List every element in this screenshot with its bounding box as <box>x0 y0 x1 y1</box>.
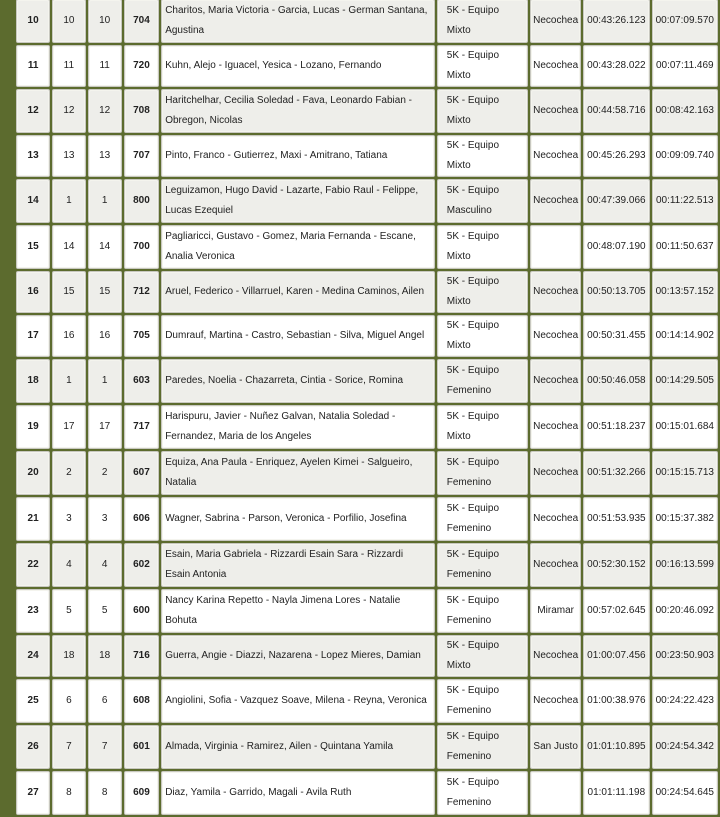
team-members-cell: Pagliaricci, Gustavo - Gomez, Maria Fernanda - Escane, Analia Veronica <box>161 225 435 269</box>
position-cell: 21 <box>16 497 50 541</box>
category-cell: 5K - Equipo Mixto <box>437 225 528 269</box>
position-cell: 24 <box>16 635 50 677</box>
finish-time-cell: 00:43:28.022 <box>583 45 649 87</box>
category-cell: 5K - Equipo Femenino <box>437 451 528 495</box>
table-row <box>16 725 718 769</box>
gender-position-cell: 6 <box>88 679 122 723</box>
time-gap-cell: 00:14:29.505 <box>652 359 718 403</box>
team-members-cell: Equiza, Ana Paula - Enriquez, Ayelen Kimei - Salgueiro, Natalia <box>161 451 435 495</box>
position-cell: 15 <box>16 225 50 269</box>
category-cell: 5K - Equipo Mixto <box>437 635 528 677</box>
finish-time-cell: 00:44:58.716 <box>583 89 649 133</box>
category-position-cell: 18 <box>52 635 85 677</box>
category-position-cell: 6 <box>52 679 85 723</box>
category-cell: 5K - Equipo Mixto <box>437 271 528 313</box>
table-row <box>16 135 718 177</box>
table-row <box>16 635 718 677</box>
team-members-cell: Angiolini, Sofia - Vazquez Soave, Milena - Reyna, Veronica <box>161 679 435 723</box>
city-cell: Necochea <box>530 359 581 403</box>
team-members-cell: Dumrauf, Martina - Castro, Sebastian - Silva, Miguel Angel <box>161 315 435 357</box>
city-cell: Necochea <box>530 271 581 313</box>
gender-position-cell: 5 <box>88 589 122 633</box>
time-gap-cell: 00:13:57.152 <box>652 271 718 313</box>
team-members-cell: Kuhn, Alejo - Iguacel, Yesica - Lozano, Fernando <box>161 45 435 87</box>
gender-position-cell: 1 <box>88 179 122 223</box>
category-position-cell: 5 <box>52 589 85 633</box>
bib-number-cell: 700 <box>124 225 159 269</box>
table-row <box>16 89 718 133</box>
team-members-cell: Paredes, Noelia - Chazarreta, Cintia - Sorice, Romina <box>161 359 435 403</box>
table-row <box>16 589 718 633</box>
finish-time-cell: 00:52:30.152 <box>583 543 649 587</box>
city-cell: Necochea <box>530 0 581 43</box>
city-cell: Necochea <box>530 179 581 223</box>
position-cell: 26 <box>16 725 50 769</box>
gender-position-cell: 10 <box>88 0 122 43</box>
time-gap-cell: 00:11:50.637 <box>652 225 718 269</box>
category-position-cell: 15 <box>52 271 85 313</box>
time-gap-cell: 00:07:09.570 <box>652 0 718 43</box>
category-position-cell: 10 <box>52 0 85 43</box>
category-position-cell: 4 <box>52 543 85 587</box>
team-members-cell: Diaz, Yamila - Garrido, Magali - Avila Ruth <box>161 771 435 815</box>
position-cell: 16 <box>16 271 50 313</box>
city-cell <box>530 225 581 269</box>
bib-number-cell: 705 <box>124 315 159 357</box>
position-cell: 11 <box>16 45 50 87</box>
time-gap-cell: 00:23:50.903 <box>652 635 718 677</box>
category-cell: 5K - Equipo Mixto <box>437 45 528 87</box>
city-cell: San Justo <box>530 725 581 769</box>
bib-number-cell: 601 <box>124 725 159 769</box>
finish-time-cell: 01:00:38.976 <box>583 679 649 723</box>
time-gap-cell: 00:15:01.684 <box>652 405 718 449</box>
time-gap-cell: 00:14:14.902 <box>652 315 718 357</box>
city-cell: Miramar <box>530 589 581 633</box>
category-cell: 5K - Equipo Mixto <box>437 0 528 43</box>
gender-position-cell: 7 <box>88 725 122 769</box>
category-cell: 5K - Equipo Femenino <box>437 497 528 541</box>
city-cell: Necochea <box>530 315 581 357</box>
position-cell: 27 <box>16 771 50 815</box>
category-position-cell: 1 <box>52 179 85 223</box>
category-position-cell: 13 <box>52 135 85 177</box>
time-gap-cell: 00:24:54.645 <box>652 771 718 815</box>
finish-time-cell: 01:00:07.456 <box>583 635 649 677</box>
category-cell: 5K - Equipo Femenino <box>437 589 528 633</box>
team-members-cell: Guerra, Angie - Diazzi, Nazarena - Lopez Mieres, Damian <box>161 635 435 677</box>
category-position-cell: 2 <box>52 451 85 495</box>
finish-time-cell: 00:50:31.455 <box>583 315 649 357</box>
table-row <box>16 271 718 313</box>
table-row <box>16 451 718 495</box>
time-gap-cell: 00:07:11.469 <box>652 45 718 87</box>
gender-position-cell: 11 <box>88 45 122 87</box>
category-position-cell: 11 <box>52 45 85 87</box>
bib-number-cell: 609 <box>124 771 159 815</box>
gender-position-cell: 16 <box>88 315 122 357</box>
finish-time-cell: 01:01:10.895 <box>583 725 649 769</box>
time-gap-cell: 00:09:09.740 <box>652 135 718 177</box>
category-position-cell: 8 <box>52 771 85 815</box>
bib-number-cell: 608 <box>124 679 159 723</box>
team-members-cell: Charitos, Maria Victoria - Garcia, Lucas - German Santana, Agustina <box>161 0 435 43</box>
finish-time-cell: 00:51:53.935 <box>583 497 649 541</box>
gender-position-cell: 2 <box>88 451 122 495</box>
bib-number-cell: 600 <box>124 589 159 633</box>
time-gap-cell: 00:20:46.092 <box>652 589 718 633</box>
finish-time-cell: 00:47:39.066 <box>583 179 649 223</box>
time-gap-cell: 00:16:13.599 <box>652 543 718 587</box>
table-row <box>16 45 718 87</box>
gender-position-cell: 4 <box>88 543 122 587</box>
table-row <box>16 225 718 269</box>
category-cell: 5K - Equipo Mixto <box>437 405 528 449</box>
category-cell: 5K - Equipo Femenino <box>437 679 528 723</box>
bib-number-cell: 603 <box>124 359 159 403</box>
category-position-cell: 1 <box>52 359 85 403</box>
finish-time-cell: 01:01:11.198 <box>583 771 649 815</box>
position-cell: 10 <box>16 0 50 43</box>
team-members-cell: Nancy Karina Repetto - Nayla Jimena Lores - Natalie Bohuta <box>161 589 435 633</box>
team-members-cell: Pinto, Franco - Gutierrez, Maxi - Amitrano, Tatiana <box>161 135 435 177</box>
time-gap-cell: 00:08:42.163 <box>652 89 718 133</box>
city-cell: Necochea <box>530 451 581 495</box>
bib-number-cell: 707 <box>124 135 159 177</box>
team-members-cell: Harispuru, Javier - Nuñez Galvan, Natalia Soledad - Fernandez, Maria de los Angeles <box>161 405 435 449</box>
city-cell: Necochea <box>530 45 581 87</box>
bib-number-cell: 704 <box>124 0 159 43</box>
bib-number-cell: 717 <box>124 405 159 449</box>
gender-position-cell: 17 <box>88 405 122 449</box>
team-members-cell: Leguizamon, Hugo David - Lazarte, Fabio Raul - Felippe, Lucas Ezequiel <box>161 179 435 223</box>
category-position-cell: 7 <box>52 725 85 769</box>
table-row <box>16 543 718 587</box>
time-gap-cell: 00:15:15.713 <box>652 451 718 495</box>
category-cell: 5K - Equipo Masculino <box>437 179 528 223</box>
finish-time-cell: 00:51:32.266 <box>583 451 649 495</box>
position-cell: 17 <box>16 315 50 357</box>
finish-time-cell: 00:48:07.190 <box>583 225 649 269</box>
table-row <box>16 315 718 357</box>
city-cell: Necochea <box>530 497 581 541</box>
finish-time-cell: 00:51:18.237 <box>583 405 649 449</box>
time-gap-cell: 00:24:22.423 <box>652 679 718 723</box>
gender-position-cell: 1 <box>88 359 122 403</box>
finish-time-cell: 00:43:26.123 <box>583 0 649 43</box>
time-gap-cell: 00:24:54.342 <box>652 725 718 769</box>
bib-number-cell: 602 <box>124 543 159 587</box>
bib-number-cell: 606 <box>124 497 159 541</box>
bib-number-cell: 607 <box>124 451 159 495</box>
finish-time-cell: 00:57:02.645 <box>583 589 649 633</box>
gender-position-cell: 12 <box>88 89 122 133</box>
category-position-cell: 16 <box>52 315 85 357</box>
position-cell: 19 <box>16 405 50 449</box>
position-cell: 13 <box>16 135 50 177</box>
position-cell: 20 <box>16 451 50 495</box>
time-gap-cell: 00:15:37.382 <box>652 497 718 541</box>
finish-time-cell: 00:45:26.293 <box>583 135 649 177</box>
table-row <box>16 679 718 723</box>
results-body <box>16 0 718 815</box>
finish-time-cell: 00:50:13.705 <box>583 271 649 313</box>
position-cell: 14 <box>16 179 50 223</box>
gender-position-cell: 18 <box>88 635 122 677</box>
category-cell: 5K - Equipo Femenino <box>437 359 528 403</box>
city-cell: Necochea <box>530 635 581 677</box>
category-cell: 5K - Equipo Mixto <box>437 135 528 177</box>
team-members-cell: Haritchelhar, Cecilia Soledad - Fava, Leonardo Fabian - Obregon, Nicolas <box>161 89 435 133</box>
city-cell: Necochea <box>530 405 581 449</box>
category-cell: 5K - Equipo Femenino <box>437 543 528 587</box>
team-members-cell: Aruel, Federico - Villarruel, Karen - Medina Caminos, Ailen <box>161 271 435 313</box>
position-cell: 25 <box>16 679 50 723</box>
category-cell: 5K - Equipo Mixto <box>437 89 528 133</box>
city-cell: Necochea <box>530 89 581 133</box>
category-position-cell: 3 <box>52 497 85 541</box>
table-row <box>16 179 718 223</box>
category-cell: 5K - Equipo Femenino <box>437 771 528 815</box>
bib-number-cell: 800 <box>124 179 159 223</box>
results-table <box>14 0 720 817</box>
position-cell: 18 <box>16 359 50 403</box>
position-cell: 22 <box>16 543 50 587</box>
bib-number-cell: 708 <box>124 89 159 133</box>
category-position-cell: 12 <box>52 89 85 133</box>
table-row <box>16 497 718 541</box>
category-position-cell: 17 <box>52 405 85 449</box>
city-cell: Necochea <box>530 543 581 587</box>
table-row <box>16 359 718 403</box>
gender-position-cell: 13 <box>88 135 122 177</box>
bib-number-cell: 712 <box>124 271 159 313</box>
city-cell: Necochea <box>530 135 581 177</box>
city-cell: Necochea <box>530 679 581 723</box>
position-cell: 12 <box>16 89 50 133</box>
category-position-cell: 14 <box>52 225 85 269</box>
time-gap-cell: 00:11:22.513 <box>652 179 718 223</box>
position-cell: 23 <box>16 589 50 633</box>
gender-position-cell: 14 <box>88 225 122 269</box>
finish-time-cell: 00:50:46.058 <box>583 359 649 403</box>
bib-number-cell: 716 <box>124 635 159 677</box>
bib-number-cell: 720 <box>124 45 159 87</box>
gender-position-cell: 3 <box>88 497 122 541</box>
team-members-cell: Esain, Maria Gabriela - Rizzardi Esain Sara - Rizzardi Esain Antonia <box>161 543 435 587</box>
table-row <box>16 405 718 449</box>
team-members-cell: Almada, Virginia - Ramirez, Ailen - Quintana Yamila <box>161 725 435 769</box>
category-cell: 5K - Equipo Mixto <box>437 315 528 357</box>
category-cell: 5K - Equipo Femenino <box>437 725 528 769</box>
gender-position-cell: 15 <box>88 271 122 313</box>
table-row <box>16 0 718 43</box>
gender-position-cell: 8 <box>88 771 122 815</box>
team-members-cell: Wagner, Sabrina - Parson, Veronica - Porfilio, Josefina <box>161 497 435 541</box>
